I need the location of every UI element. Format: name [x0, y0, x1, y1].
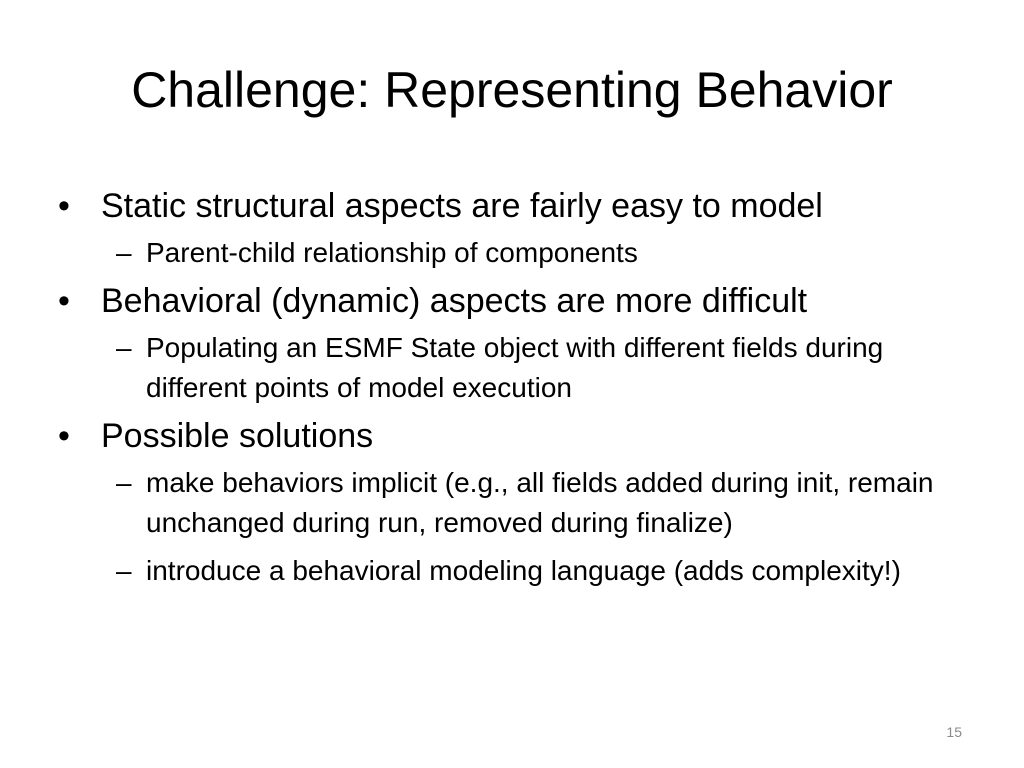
sub-bullet-text: make behaviors implicit (e.g., all fields added during init, remain unchanged during run, removed during finalize) [146, 467, 934, 538]
bullet-icon: • [58, 282, 70, 320]
dash-icon: – [116, 467, 132, 498]
bullet-text: Static structural aspects are fairly easy to model [101, 187, 823, 225]
sub-bullet-text: Populating an ESMF State object with different fields during different points of model execution [146, 332, 884, 403]
dash-icon: – [116, 237, 132, 268]
bullet-item [58, 186, 968, 227]
sub-bullet-item [116, 551, 966, 591]
bullet-item [58, 416, 968, 457]
sub-bullet-item [116, 233, 966, 273]
dash-icon: – [116, 555, 132, 586]
bullet-icon: • [58, 417, 70, 455]
bullet-item [58, 281, 968, 322]
page-number: 15 [946, 724, 962, 740]
bullet-icon: • [58, 187, 70, 225]
bullet-text: Possible solutions [101, 417, 374, 455]
sub-bullet-text: introduce a behavioral modeling language (adds complexity!) [146, 555, 901, 586]
dash-icon: – [116, 332, 132, 363]
slide-body [58, 186, 968, 599]
sub-bullet-item [116, 328, 966, 408]
sub-bullet-text: Parent-child relationship of components [146, 237, 638, 268]
sub-bullet-item [116, 463, 966, 543]
bullet-text: Behavioral (dynamic) aspects are more difficult [101, 282, 808, 320]
slide-title: Challenge: Representing Behavior [131, 62, 893, 118]
